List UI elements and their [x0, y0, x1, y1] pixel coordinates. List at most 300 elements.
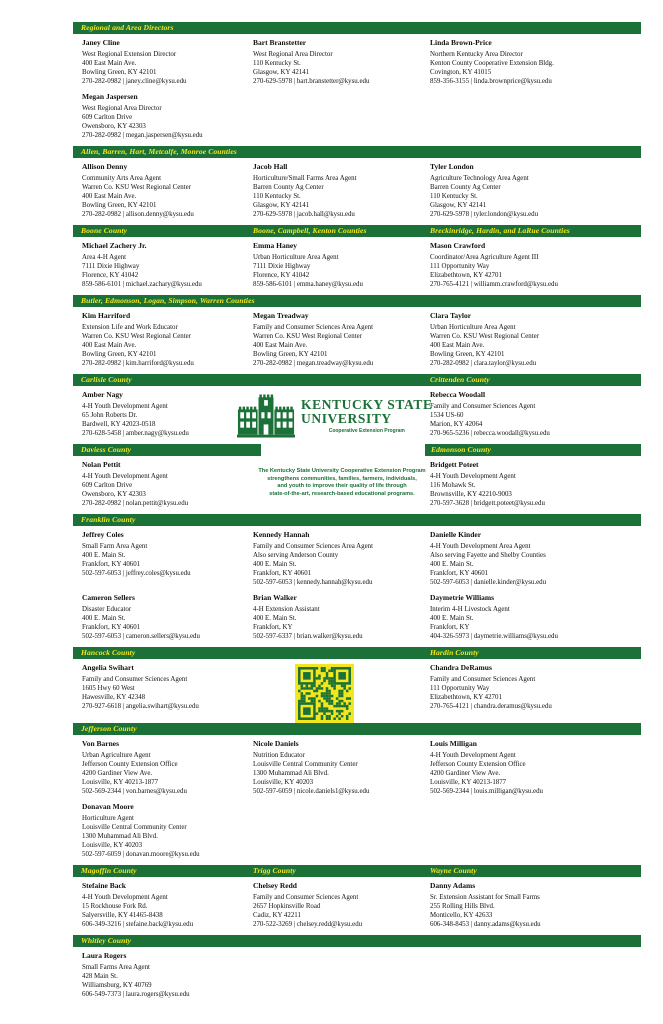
person-detail-line: Community Arts Area Agent — [82, 175, 162, 182]
entry-cell — [253, 162, 430, 225]
county-header-label: Daviess County — [81, 444, 132, 454]
person-name: Linda Brown-Price — [430, 38, 492, 47]
county-header-bar — [73, 723, 641, 735]
person-detail-line: 400 E. Main St. — [253, 561, 297, 568]
county-header-label: Hardin County — [430, 647, 479, 657]
person-detail-line: Frankfort, KY 40601 — [82, 624, 141, 631]
county-header-label: Franklin County — [81, 514, 136, 524]
county-header-label: Crittenden County — [430, 374, 490, 384]
person-detail-line: Jefferson County Extension Office — [430, 761, 526, 768]
county-header-bar — [73, 935, 641, 947]
person-detail-line: 502-597-6337 | brian.walker@kysu.edu — [253, 633, 363, 640]
person-detail-line: Elizabethtown, KY 42701 — [430, 272, 502, 279]
person-detail-line: 270-965-5236 | rebecca.woodall@kysu.edu — [430, 430, 550, 437]
county-header-label: Wayne County — [430, 865, 477, 875]
person-detail-line: Disaster Educator — [82, 606, 132, 613]
person-name: Von Barnes — [82, 739, 120, 748]
person-entry — [430, 460, 641, 508]
person-detail-line: 7111 Dixie Highway — [82, 263, 140, 270]
entry-cell — [253, 951, 430, 1005]
county-header-bar — [73, 514, 641, 526]
person-entry — [253, 739, 430, 796]
mission-line: state-of-the-art, research-based educational programs. — [269, 490, 415, 497]
person-detail-line: 502-597-6059 | donavan.moore@kysu.edu — [82, 851, 200, 858]
person-detail-line: 502-597-6053 | kennedy.hannah@kysu.edu — [253, 579, 373, 586]
person-detail-line: 4-H Youth Development Agent — [82, 403, 168, 410]
entry-row — [73, 38, 641, 92]
person-name: Jacob Hall — [253, 162, 288, 171]
entry-cell — [253, 802, 430, 865]
person-name: Bridgett Poteet — [430, 460, 479, 469]
person-detail-line: Marion, KY 42064 — [430, 421, 483, 428]
county-header-bar — [73, 146, 641, 158]
entry-cell — [430, 881, 641, 935]
person-entry — [430, 311, 641, 368]
person-entry — [253, 593, 430, 641]
person-name: Donavan Moore — [82, 802, 134, 811]
county-header-label: Whitley County — [81, 935, 132, 945]
person-detail-line: 404-326-5973 | daymetrie.williams@kysu.edu — [430, 633, 558, 640]
directory-section — [73, 935, 641, 1005]
entry-row — [73, 92, 641, 146]
person-detail-line: 15 Rockhouse Fork Rd. — [82, 903, 148, 910]
person-entry — [253, 311, 430, 368]
entry-cell — [73, 38, 253, 92]
person-detail-line: 270-282-0982 | megan.treadway@kysu.edu — [253, 360, 374, 367]
person-entry — [82, 663, 253, 711]
person-name: Nicole Daniels — [253, 739, 299, 748]
section-header — [73, 146, 641, 158]
person-detail-line: Northern Kentucky Area Director — [430, 51, 523, 58]
person-detail-line: 502-597-6053 | cameron.sellers@kysu.edu — [82, 633, 200, 640]
county-header-bar — [425, 444, 641, 456]
entry-row — [73, 593, 641, 647]
qr-code — [295, 664, 354, 723]
person-detail-line: 270-282-0982 | kim.harriford@kysu.edu — [82, 360, 194, 367]
person-detail-line: Warren Co. KSU West Regional Center — [82, 184, 191, 191]
person-detail-line: 428 Main St. — [82, 973, 118, 980]
person-detail-line: 65 John Roberts Dr. — [82, 412, 138, 419]
person-detail-line: Sr. Extension Assistant for Small Farms — [430, 894, 540, 901]
person-detail-line: Family and Consumer Sciences Area Agent — [253, 543, 373, 550]
person-detail-line: Area 4-H Agent — [82, 254, 127, 261]
person-entry — [253, 530, 430, 587]
person-detail-line: Frankfort, KY — [253, 624, 293, 631]
section-header — [73, 444, 641, 456]
entry-cell — [73, 311, 253, 374]
person-detail-line: 270-629-5978 | jacob.hall@kysu.edu — [253, 211, 355, 218]
person-name: Stefaine Back — [82, 881, 126, 890]
person-detail-line: 270-927-6618 | angelia.swihart@kysu.edu — [82, 703, 199, 710]
person-name: Daymetrie Williams — [430, 593, 495, 602]
entry-row — [73, 802, 641, 865]
entry-cell — [430, 530, 641, 593]
person-detail-line: 111 Opportunity Way — [430, 263, 490, 270]
entry-cell — [430, 739, 641, 802]
person-detail-line: Agriculture Technology Area Agent — [430, 175, 529, 182]
person-detail-line: 400 East Main Ave. — [82, 342, 137, 349]
person-detail-line: 270-282-0982 | clara.taylor@kysu.edu — [430, 360, 537, 367]
person-detail-line: 606-349-3216 | stefaine.back@kysu.edu — [82, 921, 194, 928]
person-detail-line: 859-356-3155 | linda.brownprice@kysu.edu — [430, 78, 552, 85]
person-detail-line: Bowling Green, KY 42101 — [253, 351, 328, 358]
entry-cell — [73, 92, 253, 146]
person-detail-line: Small Farm Area Agent — [82, 543, 148, 550]
person-entry — [82, 530, 253, 578]
person-entry — [430, 241, 641, 289]
person-name: Chelsey Redd — [253, 881, 297, 890]
person-entry — [82, 162, 253, 219]
county-header-label: Boone, Campbell, Kenton Counties — [253, 225, 367, 235]
person-detail-line: Horticulture/Small Farms Area Agent — [253, 175, 357, 182]
person-detail-line: 110 Kentucky St. — [253, 193, 301, 200]
person-detail-line: 400 East Main Ave. — [82, 60, 137, 67]
person-detail-line: 609 Carlton Drive — [82, 482, 133, 489]
qr-code-box — [295, 664, 430, 723]
person-detail-line: 270-629-5978 | bart.branstetter@kysu.edu — [253, 78, 370, 85]
person-detail-line: 400 E. Main St. — [253, 615, 297, 622]
entry-row — [73, 881, 641, 935]
person-detail-line: 2657 Hopkinsville Road — [253, 903, 321, 910]
person-name: Emma Haney — [253, 241, 297, 250]
entry-cell — [430, 663, 641, 723]
person-detail-line: 400 East Main Ave. — [82, 193, 137, 200]
person-detail-line: 4200 Gardiner View Ave. — [430, 770, 501, 777]
person-detail-line: Salyersville, KY 41465-8438 — [82, 912, 163, 919]
person-entry — [82, 739, 253, 796]
person-detail-line: Glasgow, KY 42141 — [253, 202, 310, 209]
entry-row — [73, 530, 641, 593]
person-detail-line: Brownsville, KY 42210-9003 — [430, 491, 512, 498]
county-header-label: Breckinridge, Hardin, and LaRue Counties — [430, 225, 570, 235]
person-name: Tyler London — [430, 162, 474, 171]
county-header-label: Boone County — [81, 225, 128, 235]
person-detail-line: Louisville Central Community Center — [82, 824, 187, 831]
county-header-bar — [73, 444, 261, 456]
entry-cell — [253, 530, 430, 593]
entry-cell — [253, 38, 430, 92]
entry-cell — [253, 241, 430, 295]
person-detail-line: Extension Life and Work Educator — [82, 324, 178, 331]
section-header — [73, 225, 641, 237]
entry-cell — [73, 241, 253, 295]
ksu-logo — [237, 392, 442, 440]
person-detail-line: Warren Co. KSU West Regional Center — [253, 333, 362, 340]
person-detail-line: Interim 4-H Livestock Agent — [430, 606, 510, 613]
person-detail-line: 270-282-0982 | allison.denny@kysu.edu — [82, 211, 194, 218]
person-detail-line: 110 Kentucky St. — [430, 193, 478, 200]
directory-section — [73, 295, 641, 374]
person-entry — [253, 881, 430, 929]
person-detail-line: Also serving Fayette and Shelby Counties — [430, 552, 546, 559]
person-detail-line: 1534 US-60 — [430, 412, 464, 419]
entry-row — [73, 162, 641, 225]
entry-cell — [253, 460, 430, 514]
entry-cell — [430, 241, 641, 295]
person-detail-line: Owensboro, KY 42303 — [82, 491, 146, 498]
county-header-label: Magoffin County — [81, 865, 137, 875]
person-detail-line: Bardwell, KY 42023-0518 — [82, 421, 156, 428]
section-header — [73, 295, 641, 307]
person-detail-line: Family and Consumer Sciences Agent — [430, 676, 536, 683]
person-detail-line: 270-628-5458 | amber.nagy@kysu.edu — [82, 430, 189, 437]
entry-cell — [430, 390, 641, 444]
person-entry — [82, 951, 253, 999]
directory-section — [73, 146, 641, 225]
person-entry — [430, 881, 641, 929]
county-header-label: Hancock County — [81, 647, 136, 657]
person-detail-line: Glasgow, KY 42141 — [253, 69, 310, 76]
county-header-label: Edmonson County — [431, 444, 491, 454]
county-header-label: Allen, Barren, Hart, Metcalfe, Monroe Counties — [81, 146, 237, 156]
person-name: Megan Treadway — [253, 311, 309, 320]
county-header-bar — [73, 374, 641, 386]
entry-cell — [73, 881, 253, 935]
person-detail-line: 502-597-6053 | danielle.kinder@kysu.edu — [430, 579, 547, 586]
person-detail-line: 400 E. Main St. — [430, 615, 474, 622]
directory-section — [73, 865, 641, 935]
person-detail-line: 1605 Hwy 60 West — [82, 685, 135, 692]
person-name: Michael Zachery Jr. — [82, 241, 147, 250]
directory-section — [73, 647, 641, 723]
person-detail-line: Frankfort, KY 40601 — [82, 561, 141, 568]
person-detail-line: Urban Agriculture Agent — [82, 752, 151, 759]
person-entry — [82, 311, 253, 368]
entry-row — [73, 951, 641, 1005]
person-detail-line: 255 Rolling Hills Blvd. — [430, 903, 495, 910]
entry-cell — [430, 460, 641, 514]
mission-line: The Kentucky State University Cooperative Extension Program — [258, 468, 426, 474]
person-detail-line: 606-549-7373 | laura.rogers@kysu.edu — [82, 991, 190, 998]
person-detail-line: Monticello, KY 42633 — [430, 912, 493, 919]
person-detail-line: Warren Co. KSU West Regional Center — [430, 333, 539, 340]
person-name: Louis Milligan — [430, 739, 477, 748]
person-name: Amber Nagy — [82, 390, 123, 399]
person-entry — [82, 802, 253, 859]
person-detail-line: Florence, KY 41042 — [82, 272, 139, 279]
person-detail-line: Bowling Green, KY 42101 — [82, 351, 157, 358]
ksu-logo-tagline: Cooperative Extension Program — [328, 427, 405, 434]
person-detail-line: Urban Horticulture Area Agent — [430, 324, 516, 331]
entry-cell — [253, 593, 430, 647]
person-detail-line: Nutrition Educator — [253, 752, 305, 759]
person-detail-line: Frankfort, KY — [430, 624, 470, 631]
person-entry — [430, 390, 641, 438]
person-name: Danny Adams — [430, 881, 476, 890]
directory-section — [73, 723, 641, 865]
entry-cell — [430, 951, 641, 1005]
person-detail-line: 4-H Youth Development Agent — [82, 894, 168, 901]
person-name: Kim Harriford — [82, 311, 131, 320]
person-name: Angelia Swihart — [82, 663, 134, 672]
person-detail-line: Florence, KY 41042 — [253, 272, 310, 279]
person-entry — [82, 593, 253, 641]
person-name: Megan Jaspersen — [82, 92, 138, 101]
person-detail-line: Warren Co. KSU West Regional Center — [82, 333, 191, 340]
person-entry — [82, 460, 253, 508]
person-detail-line: Bowling Green, KY 42101 — [430, 351, 505, 358]
person-name: Mason Crawford — [430, 241, 486, 250]
person-name: Clara Taylor — [430, 311, 472, 320]
person-detail-line: 270-282-0982 | megan.jaspersen@kysu.edu — [82, 132, 203, 139]
person-detail-line: Frankfort, KY 40601 — [253, 570, 312, 577]
directory-section — [73, 444, 641, 514]
section-header — [73, 374, 641, 386]
person-name: Allison Denny — [82, 162, 128, 171]
person-detail-line: Elizabethtown, KY 42701 — [430, 694, 502, 701]
person-detail-line: 1300 Muhammad Ali Blvd. — [253, 770, 329, 777]
county-header-bar — [73, 647, 641, 659]
directory-section — [73, 374, 641, 444]
person-detail-line: 7111 Dixie Highway — [253, 263, 311, 270]
entry-cell — [253, 663, 430, 723]
person-detail-line: Covington, KY 41015 — [430, 69, 492, 76]
person-detail-line: 859-586-6101 | michael.zachary@kysu.edu — [82, 281, 202, 288]
person-name: Chandra DeRamus — [430, 663, 492, 672]
person-detail-line: Louisville Central Community Center — [253, 761, 358, 768]
person-detail-line: Louisville, KY 40203 — [253, 779, 314, 786]
person-entry — [430, 593, 641, 641]
mission-line: strengthens communities, families, farmers, individuals, — [267, 475, 417, 482]
person-entry — [253, 162, 430, 219]
person-detail-line: 400 E. Main St. — [430, 561, 474, 568]
entry-cell — [73, 951, 253, 1005]
person-detail-line: 1300 Muhammad Ali Blvd. — [82, 833, 158, 840]
person-entry — [430, 739, 641, 796]
ksu-logo-line1: KENTUCKY STATE — [301, 397, 433, 413]
person-entry — [430, 162, 641, 219]
person-detail-line: 4-H Youth Development Agent — [430, 752, 516, 759]
entry-row — [73, 390, 641, 444]
person-name: Rebecca Woodall — [430, 390, 486, 399]
person-detail-line: 270-522-3269 | chelsey.redd@kysu.edu — [253, 921, 363, 928]
person-entry — [253, 38, 430, 86]
entry-cell — [253, 311, 430, 374]
section-header — [73, 723, 641, 735]
entry-row — [73, 241, 641, 295]
county-header-label: Regional and Area Directors — [81, 22, 174, 32]
person-name: Janey Cline — [82, 38, 120, 47]
person-detail-line: Coordinator/Area Agriculture Agent III — [430, 254, 539, 261]
entry-cell — [430, 92, 641, 146]
person-detail-line: Family and Consumer Sciences Agent — [430, 403, 536, 410]
person-detail-line: 111 Opportunity Way — [430, 685, 490, 692]
person-detail-line: 110 Kentucky St. — [253, 60, 301, 67]
person-detail-line: Williamsburg, KY 40769 — [82, 982, 152, 989]
person-detail-line: 270-282-0982 | nolan.pettit@kysu.edu — [82, 500, 189, 507]
entry-row — [73, 460, 641, 514]
person-name: Kennedy Hannah — [253, 530, 310, 539]
person-detail-line: Small Farms Area Agent — [82, 964, 150, 971]
person-detail-line: 4-H Youth Development Area Agent — [430, 543, 531, 550]
section-header — [73, 865, 641, 877]
person-detail-line: 270-765-4121 | williamm.crawford@kysu.edu — [430, 281, 558, 288]
person-name: Brian Walker — [253, 593, 297, 602]
entry-cell — [73, 460, 253, 514]
entry-cell — [73, 390, 253, 444]
person-detail-line: Family and Consumer Sciences Agent — [253, 894, 359, 901]
person-detail-line: 400 E. Main St. — [82, 552, 126, 559]
person-detail-line: West Regional Area Director — [82, 105, 162, 112]
person-detail-line: 270-765-4121 | chandra.deramus@kysu.edu — [430, 703, 552, 710]
directory-content — [73, 22, 641, 1005]
person-detail-line: 4200 Gardiner View Ave. — [82, 770, 153, 777]
entry-cell — [73, 663, 253, 723]
entry-row — [73, 663, 641, 723]
ksu-logo-line2: UNIVERSITY — [301, 410, 392, 426]
person-entry — [82, 390, 253, 438]
person-entry — [82, 38, 253, 86]
person-entry — [430, 663, 641, 711]
mission-statement — [237, 468, 447, 498]
person-detail-line: 502-569-2344 | louis.milligan@kysu.edu — [430, 788, 543, 795]
person-name: Jeffrey Coles — [82, 530, 124, 539]
person-detail-line: Urban Horticulture Area Agent — [253, 254, 339, 261]
entry-cell — [430, 162, 641, 225]
county-header-label: Trigg County — [253, 865, 296, 875]
person-entry — [253, 241, 430, 289]
entry-cell — [253, 390, 433, 444]
person-detail-line: 400 East Main Ave. — [430, 342, 485, 349]
person-detail-line: Kenton County Cooperative Extension Bldg. — [430, 60, 554, 67]
person-detail-line: Louisville, KY 40203 — [82, 842, 143, 849]
county-header-bar — [73, 225, 641, 237]
person-detail-line: Owensboro, KY 42303 — [82, 123, 146, 130]
person-detail-line: Cadiz, KY 42211 — [253, 912, 301, 919]
person-detail-line: Family and Consumer Sciences Area Agent — [253, 324, 373, 331]
entry-cell — [430, 593, 641, 647]
person-entry — [82, 92, 253, 140]
directory-section — [73, 22, 641, 146]
entry-cell — [73, 162, 253, 225]
person-detail-line: 4-H Extension Assistant — [253, 606, 320, 613]
entry-row — [73, 739, 641, 802]
entry-cell — [253, 881, 430, 935]
person-detail-line: 270-629-5978 | tyler.london@kysu.edu — [430, 211, 539, 218]
person-name: Laura Rogers — [82, 951, 127, 960]
person-detail-line: Glasgow, KY 42141 — [430, 202, 487, 209]
person-detail-line: 400 East Main Ave. — [253, 342, 308, 349]
ksu-castle-icon — [237, 392, 295, 440]
entry-cell — [73, 593, 253, 647]
person-detail-line: 502-597-6053 | jeffrey.coles@kysu.edu — [82, 570, 191, 577]
section-header — [73, 22, 641, 34]
ksu-logo-text — [301, 398, 433, 434]
person-detail-line: Barren County Ag Center — [430, 184, 501, 191]
person-entry — [430, 530, 641, 587]
entry-row — [73, 311, 641, 374]
person-detail-line: Louisville, KY 40213-1877 — [430, 779, 507, 786]
directory-section — [73, 225, 641, 295]
person-name: Bart Branstetter — [253, 38, 307, 47]
person-detail-line: 606-348-8453 | danny.adams@kysu.edu — [430, 921, 541, 928]
entry-cell — [73, 802, 253, 865]
county-header-label: Carlisle County — [81, 374, 132, 384]
person-detail-line: 270-282-0982 | janey.cline@kysu.edu — [82, 78, 187, 85]
person-detail-line: 502-569-2344 | von.barnes@kysu.edu — [82, 788, 187, 795]
section-header — [73, 647, 641, 659]
entry-cell — [73, 739, 253, 802]
person-detail-line: 609 Carlton Drive — [82, 114, 133, 121]
person-detail-line: Frankfort, KY 40601 — [430, 570, 489, 577]
entry-cell — [430, 311, 641, 374]
section-header — [73, 935, 641, 947]
entry-cell — [430, 38, 641, 92]
entry-cell — [430, 802, 641, 865]
county-header-bar — [73, 865, 641, 877]
person-detail-line: 116 Mohawk St. — [430, 482, 476, 489]
entry-cell — [253, 739, 430, 802]
